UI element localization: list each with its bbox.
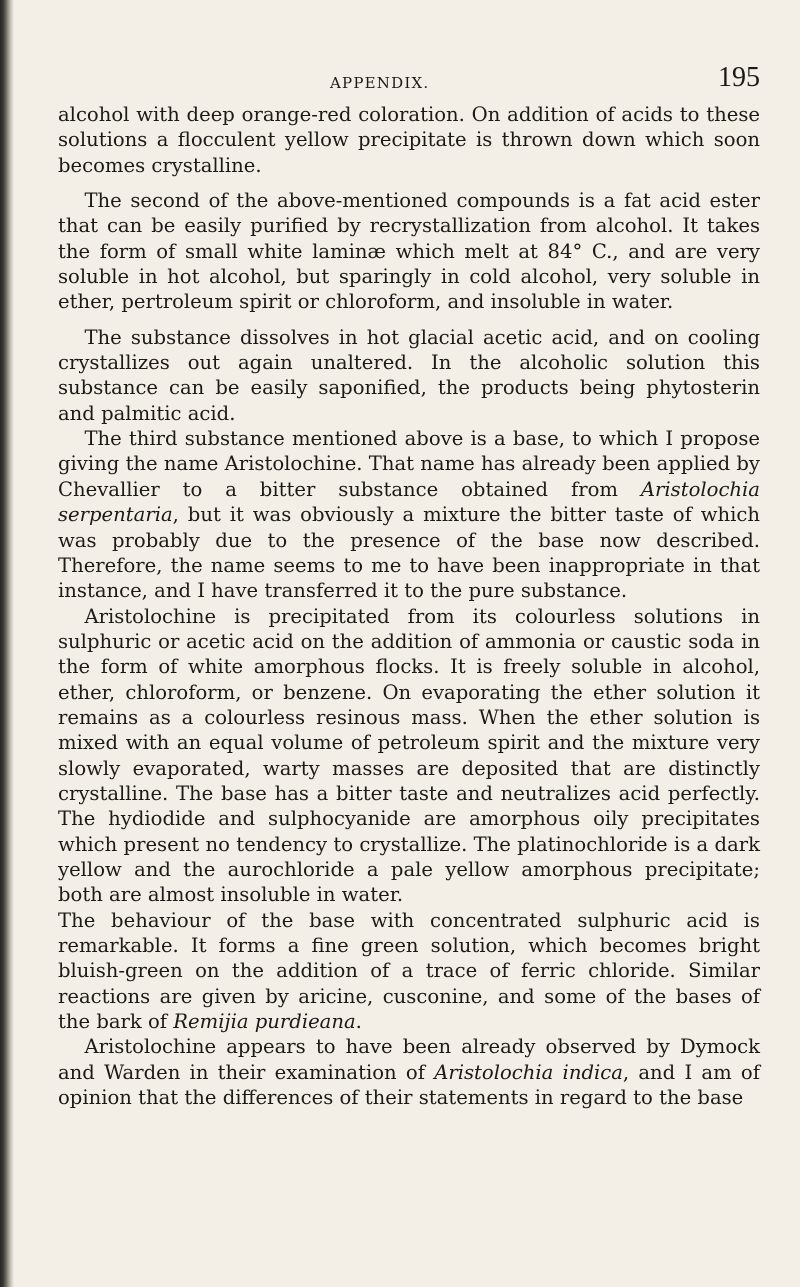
paragraph-4-text-a: The third substance mentioned above is a base, to which I propose giving the name Aristolochine. That name has already been applied by Chevallier to a bitter substance obtained from xyxy=(58,427,760,501)
species-name-aristolochia-serpentaria: Aristolochia serpentaria xyxy=(58,477,760,527)
page-number: 195 xyxy=(718,62,760,93)
paragraph-7 xyxy=(58,1034,760,1110)
paragraph-4-text-b: , but it was obviously a mixture the bitter taste of which was probably due to the presence of the base now described. Therefore, the name seems to me to have been inappropriate in that instance, and I have transferred it to the pure substance. xyxy=(58,503,760,603)
book-page xyxy=(58,58,760,1110)
paragraph-2 xyxy=(58,188,760,315)
paragraph-4 xyxy=(58,426,760,603)
paragraph-2-text: The second of the above-mentioned compounds is a fat acid ester that can be easily purified by recrystallization from alcohol. It takes the form of small white laminæ which melt at 84° C., and are very soluble in hot alcohol, but sparingly in cold alcohol, very soluble in ether, pertroleum spirit or chloroform, and insoluble in water. xyxy=(58,189,760,314)
paragraph-3 xyxy=(58,325,760,426)
species-name-aristolochia-indica: Aristolochia indica xyxy=(434,1060,623,1084)
paragraph-7-text-a: Aristolochine appears to have been already observed by Dymock and Warden in their examination of xyxy=(58,1035,760,1084)
running-title: APPENDIX. xyxy=(330,74,430,92)
paragraph-1-text: alcohol with deep orange-red coloration. On addition of acids to these solutions a flocculent yellow precipitate is thrown down which soon becomes crystalline. xyxy=(58,103,760,177)
paragraph-5 xyxy=(58,604,760,908)
paragraph-3-text: The substance dissolves in hot glacial acetic acid, and on cooling crystallizes out again unaltered. In the alcoholic solution this substance can be easily saponified, the products being phytosterin and palmitic acid. xyxy=(58,325,760,425)
paragraph-6 xyxy=(58,908,760,1035)
body-text xyxy=(58,102,760,1110)
paragraph-6-text-b: . xyxy=(355,1010,362,1034)
paragraph-5-text: Aristolochine is precipitated from its colourless solutions in sulphuric or acetic acid on the addition of ammonia or caustic soda in the form of white amorphous flocks. It is freely soluble in alcohol, ether, chloroform, or benzene. On evaporating the ether solution it remains as a colourless resinous mass. When the ether solution is mixed with an equal volume of petroleum spirit and the mixture very slowly evaporated, warty masses are deposited that are distinctly crystalline. The base has a bitter taste and neutralizes acid perfectly. The hydiodide and sulphocyanide are amorphous oily precipitates which present no tendency to crystallize. The platinochloride is a dark yellow and the aurochloride a pale yellow amorphous precipitate; both are almost insoluble in water. xyxy=(58,604,760,907)
paragraph-6-text-a: The behaviour of the base with concentrated sulphuric acid is remarkable. It forms a fine green solution, which becomes bright bluish-green on the addition of a trace of ferric chloride. Similar reactions are given by aricine, cusconine, and some of the bases of the bark of xyxy=(58,908,760,1034)
paragraph-1 xyxy=(58,102,760,178)
paragraph-7-text-b: , and I am of opinion that the differences of their statements in regard to the base xyxy=(58,1060,760,1110)
species-name-remijia-purdieana: Remijia purdieana xyxy=(173,1010,356,1034)
book-binding-shadow xyxy=(0,0,14,1287)
running-head xyxy=(58,58,760,102)
